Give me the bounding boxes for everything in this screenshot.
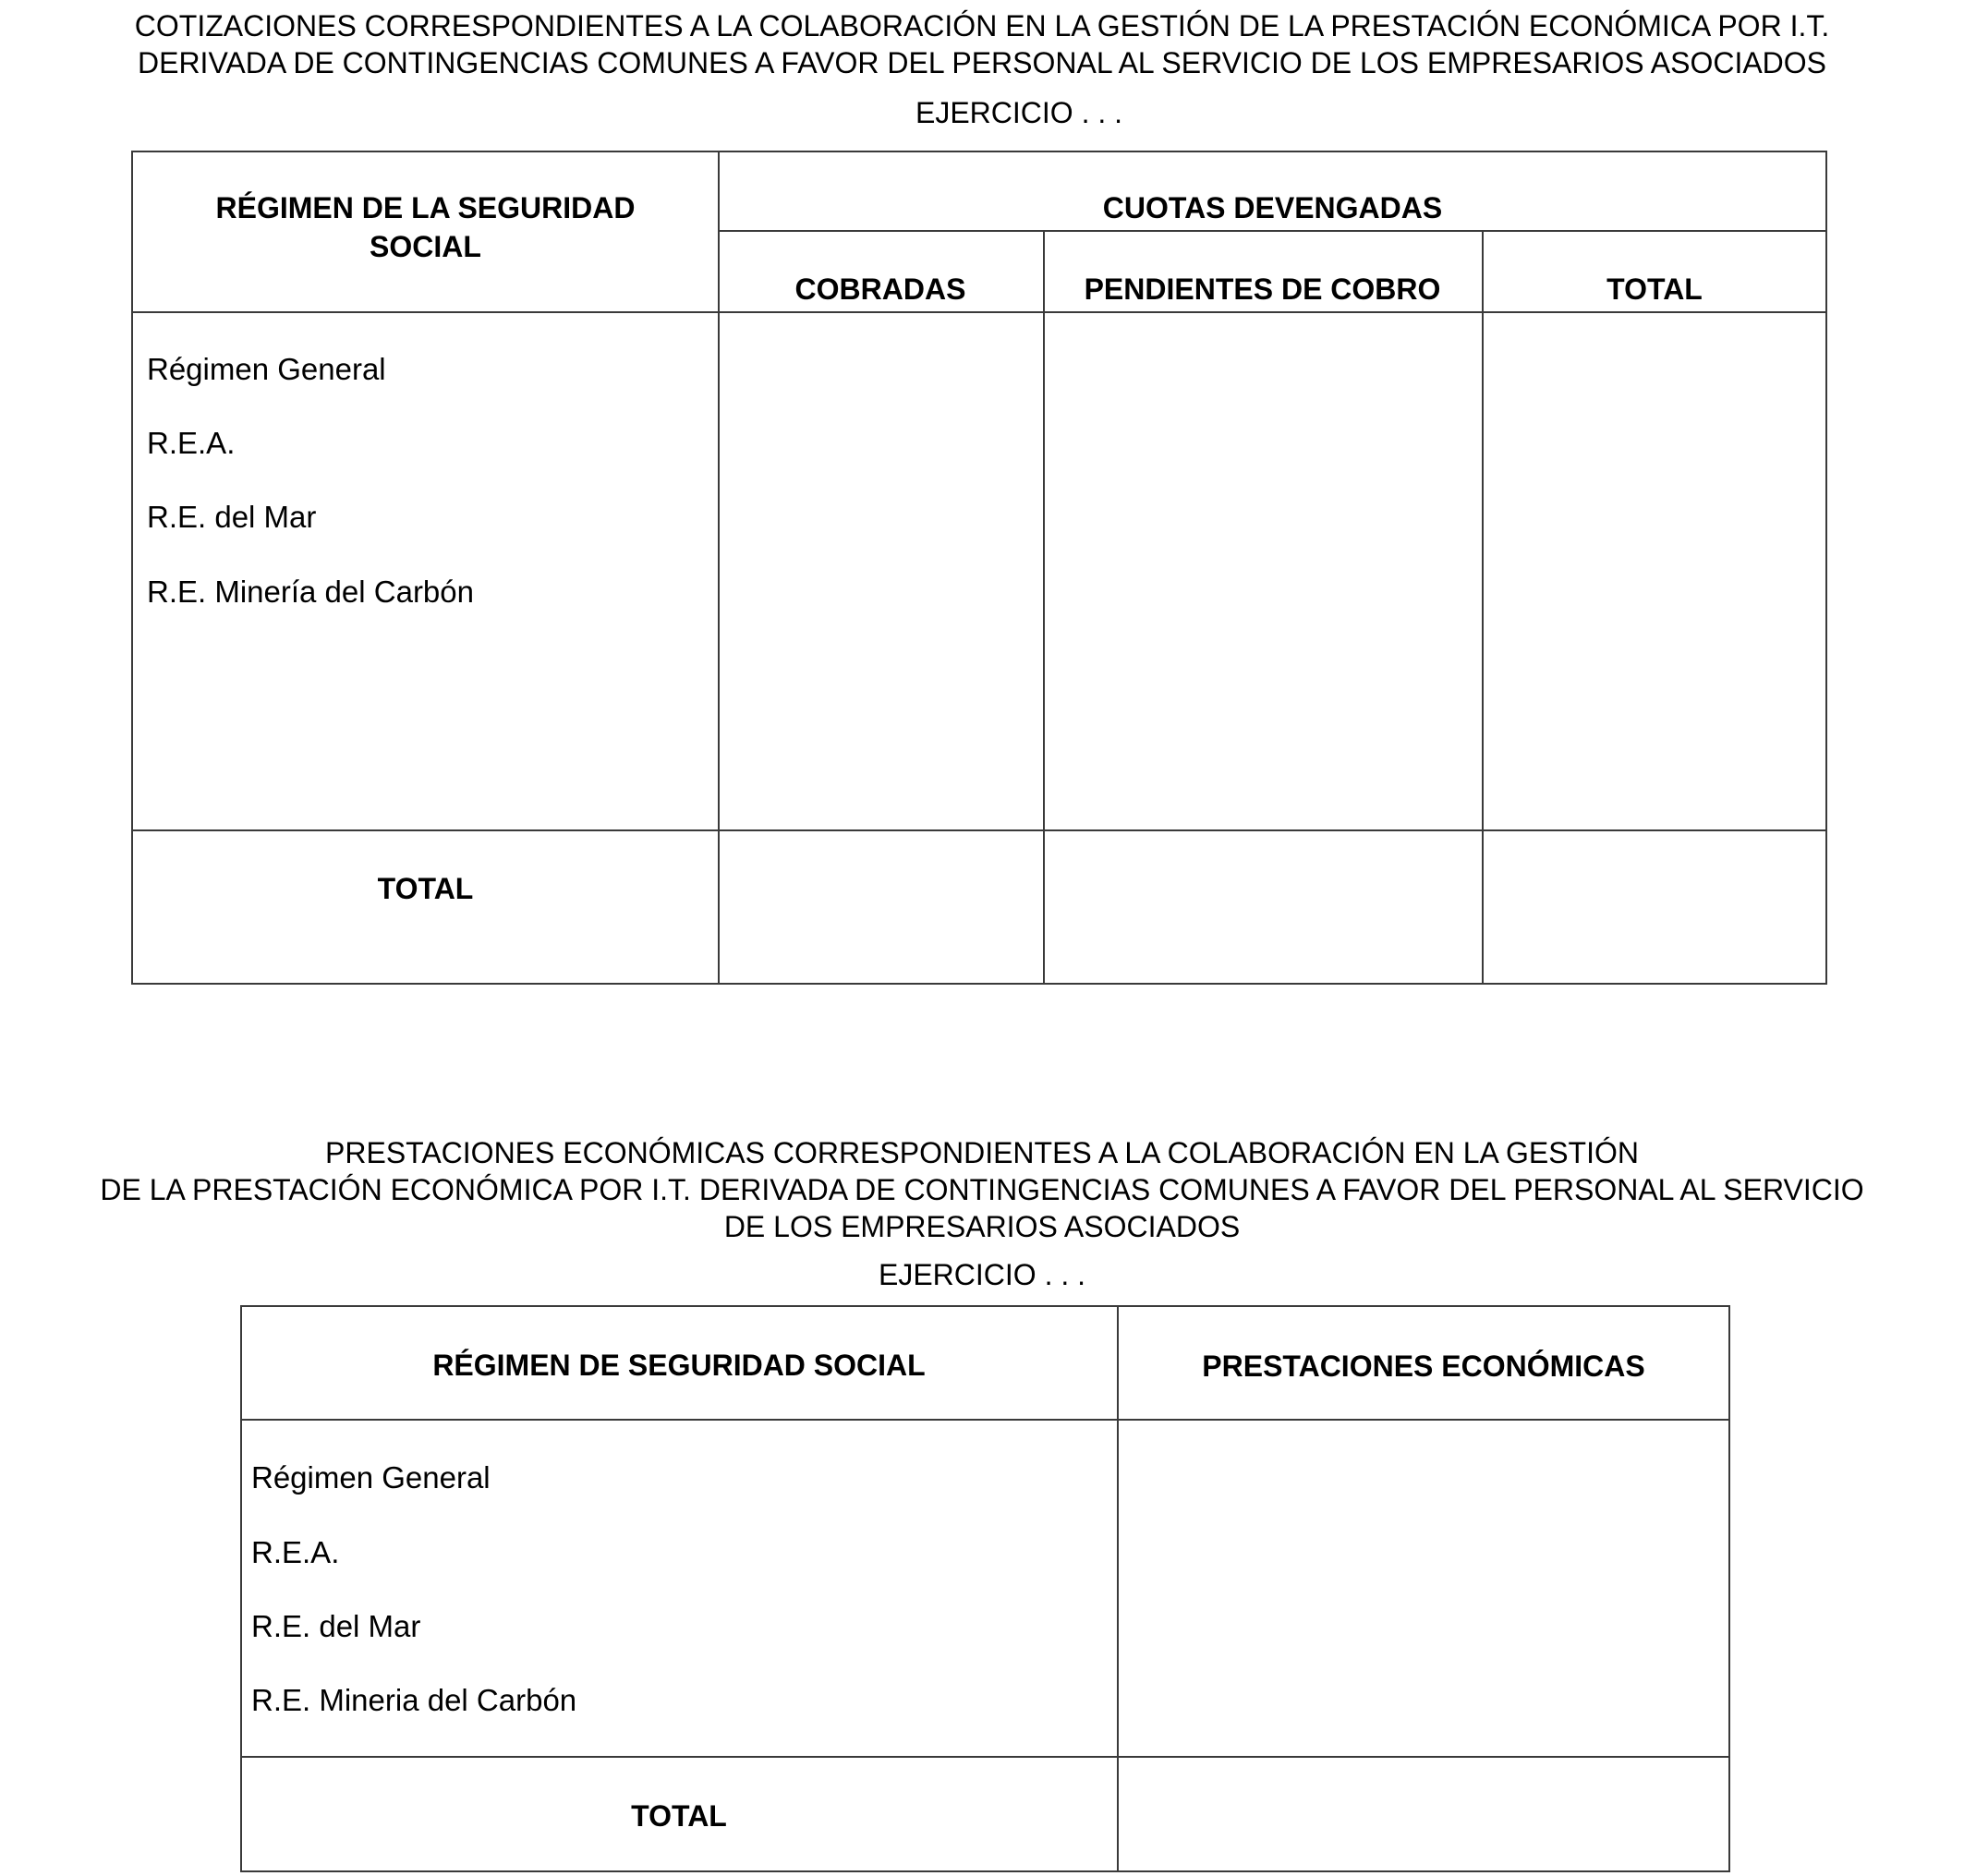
cotizaciones-divider-header	[131, 311, 1827, 313]
cotizaciones-title-line1: COTIZACIONES CORRESPONDIENTES A LA COLABORACIÓN EN LA GESTIÓN DE LA PRESTACIÓN ECONÓMICA POR I.T.	[134, 9, 1830, 42]
cotizaciones-cuotas-header: CUOTAS DEVENGADAS	[1102, 191, 1443, 224]
prestaciones-title-line2: DE LA PRESTACIÓN ECONÓMICA POR I.T. DERIVADA DE CONTINGENCIAS COMUNES A FAVOR DEL PERSONAL AL SERVICIO	[100, 1173, 1864, 1206]
prestaciones-divider-vertical	[1117, 1305, 1119, 1872]
prestaciones-title-line3: DE LOS EMPRESARIOS ASOCIADOS	[723, 1210, 1241, 1243]
cotizaciones-col-pendientes: PENDIENTES DE COBRO	[1084, 272, 1441, 306]
cotizaciones-divider-cobradas	[1043, 231, 1045, 985]
prestaciones-row-label: R.E. Mineria del Carbón	[251, 1683, 577, 1717]
cotizaciones-row-label: R.E. del Mar	[147, 500, 317, 534]
cotizaciones-divider-pendientes	[1482, 231, 1484, 985]
prestaciones-title-line1: PRESTACIONES ECONÓMICAS CORRESPONDIENTES A LA COLABORACIÓN EN LA GESTIÓN	[325, 1136, 1639, 1169]
cotizaciones-title-line2: DERIVADA DE CONTINGENCIAS COMUNES A FAVOR DEL PERSONAL AL SERVICIO DE LOS EMPRESARIOS ASOCIADOS	[137, 46, 1827, 79]
cotizaciones-col-cobradas: COBRADAS	[794, 272, 966, 306]
cotizaciones-regimen-header-line2: SOCIAL	[370, 230, 481, 263]
prestaciones-table-frame	[240, 1305, 1730, 1872]
cotizaciones-ejercicio: EJERCICIO . . .	[915, 96, 1123, 129]
cotizaciones-row-label: R.E. Minería del Carbón	[147, 575, 474, 609]
cotizaciones-row-label: Régimen General	[147, 352, 386, 386]
prestaciones-row-label: Régimen General	[251, 1460, 491, 1495]
prestaciones-economicas-header: PRESTACIONES ECONÓMICAS	[1202, 1350, 1645, 1383]
cotizaciones-total-label: TOTAL	[377, 872, 474, 905]
cotizaciones-regimen-header-line1: RÉGIMEN DE LA SEGURIDAD	[215, 191, 636, 224]
cotizaciones-divider-cuotas	[718, 230, 1827, 232]
cotizaciones-divider-total	[131, 829, 1827, 831]
prestaciones-total-label: TOTAL	[631, 1799, 727, 1833]
prestaciones-regimen-header: RÉGIMEN DE SEGURIDAD SOCIAL	[432, 1349, 926, 1382]
prestaciones-ejercicio: EJERCICIO . . .	[878, 1258, 1086, 1291]
prestaciones-row-label: R.E.A.	[251, 1535, 340, 1569]
cotizaciones-row-label: R.E.A.	[147, 426, 236, 460]
prestaciones-row-label: R.E. del Mar	[251, 1609, 421, 1643]
prestaciones-divider-total	[240, 1756, 1730, 1758]
prestaciones-divider-header	[240, 1419, 1730, 1421]
cotizaciones-col-total: TOTAL	[1606, 272, 1703, 306]
